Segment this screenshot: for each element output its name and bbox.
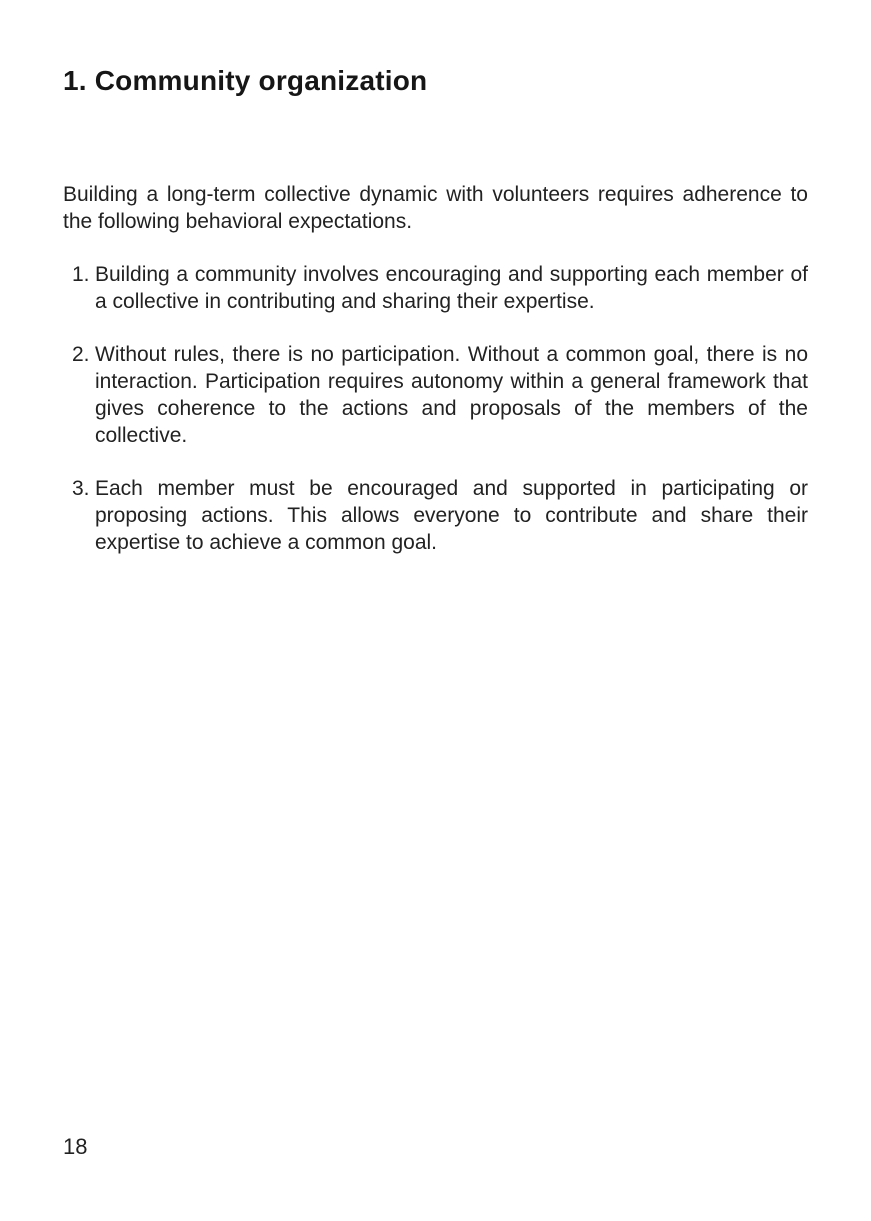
numbered-list [63,261,808,556]
list-item-number: 2. [72,343,90,366]
list-item [63,475,808,556]
page-number: 18 [63,1134,88,1159]
list-item-text: Each member must be encouraged and supported in participating or proposing actions. This allows everyone to contribute and share their expertise to achieve a common goal. [95,477,808,554]
list-item [63,341,808,449]
list-item-number: 3. [72,477,90,500]
list-item-text: Without rules, there is no participation. Without a common goal, there is no interaction. Participation requires autonomy within a general framework that gives coherence to the actions and proposals of the members of the collective. [95,343,808,447]
section-heading: 1. Community organization [63,65,428,96]
list-item [63,261,808,315]
list-item-number: 1. [72,263,90,286]
list-item-text: Building a community involves encouraging and supporting each member of a collective in contributing and sharing their expertise. [95,263,808,313]
intro-paragraph: Building a long-term collective dynamic with volunteers requires adherence to the following behavioral expectations. [63,183,808,233]
page-content [63,0,808,556]
